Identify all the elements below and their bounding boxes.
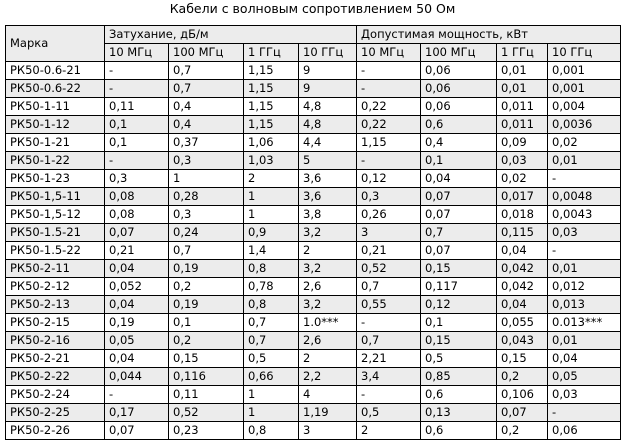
value-cell: - [105,62,169,80]
value-cell: 0,4 [169,98,244,116]
value-cell: 0,044 [105,368,169,386]
value-cell: 0,19 [169,260,244,278]
value-cell: 0,24 [169,224,244,242]
value-cell: 0,5 [244,350,299,368]
value-cell: 1,15 [244,80,299,98]
value-cell: 0,0043 [548,206,621,224]
value-cell: 0,04 [497,296,548,314]
value-cell: 0,3 [169,152,244,170]
cable-mark-cell: РК50-1,5-12 [6,206,105,224]
table-row [6,224,621,242]
table-row [6,332,621,350]
value-cell: 0,19 [105,314,169,332]
cable-mark-cell: РК50-1-11 [6,98,105,116]
value-cell: - [357,62,421,80]
value-cell: 0,04 [548,350,621,368]
value-cell: 1 [244,386,299,404]
value-cell: 0,37 [169,134,244,152]
header-freq: 10 МГц [357,44,421,62]
value-cell: 0,02 [497,170,548,188]
cable-mark-cell: РК50-1-23 [6,170,105,188]
value-cell: 0,09 [497,134,548,152]
value-cell: 0,2 [169,278,244,296]
table-row [6,188,621,206]
value-cell: 1,03 [244,152,299,170]
table-title: Кабели с волновым сопротивлением 50 Ом [169,1,456,16]
table-row [6,296,621,314]
value-cell: 0,17 [105,404,169,422]
cable-mark-cell: РК50-2-24 [6,386,105,404]
value-cell: 0,0048 [548,188,621,206]
value-cell: 0,04 [421,170,497,188]
value-cell: 0,4 [169,116,244,134]
value-cell: 0,4 [421,134,497,152]
value-cell: 0,06 [548,422,621,440]
value-cell: 3,6 [299,188,357,206]
value-cell: 0,7 [169,242,244,260]
value-cell: 0,2 [497,422,548,440]
cable-mark-cell: РК50-1.5-21 [6,224,105,242]
value-cell: 9 [299,62,357,80]
value-cell: 0,6 [421,386,497,404]
table-row [6,98,621,116]
value-cell: 0,01 [497,62,548,80]
header-freq: 100 МГц [169,44,244,62]
value-cell: 3,2 [299,224,357,242]
value-cell: 0,07 [497,404,548,422]
cable-mark-cell: РК50-1.5-22 [6,242,105,260]
value-cell: 0,15 [169,350,244,368]
cable-mark-cell: РК50-2-15 [6,314,105,332]
value-cell: 0,04 [105,260,169,278]
value-cell: 0,7 [244,332,299,350]
cable-mark-cell: РК50-2-11 [6,260,105,278]
value-cell: 0,04 [105,296,169,314]
value-cell: 0,1 [105,134,169,152]
value-cell: 1 [244,404,299,422]
value-cell: 0,07 [421,188,497,206]
cable-mark-cell: РК50-1-12 [6,116,105,134]
value-cell: 0.013*** [548,314,621,332]
table-row [6,368,621,386]
header-freq: 10 ГГц [299,44,357,62]
value-cell: 0,5 [421,350,497,368]
value-cell: 1,15 [244,116,299,134]
value-cell: 3,4 [357,368,421,386]
value-cell: 0,03 [548,224,621,242]
value-cell: 0,011 [497,116,548,134]
value-cell: 3,2 [299,260,357,278]
value-cell: 1 [169,170,244,188]
value-cell: 4,8 [299,98,357,116]
header-freq: 10 ГГц [548,44,621,62]
value-cell: 3 [299,422,357,440]
value-cell: 0,042 [497,278,548,296]
value-cell: 0,12 [357,170,421,188]
cable-mark-cell: РК50-1-22 [6,152,105,170]
value-cell: 0,15 [421,260,497,278]
table-row [6,404,621,422]
value-cell: - [105,386,169,404]
header-row-groups [6,26,621,44]
table-row [6,134,621,152]
header-freq: 1 ГГц [497,44,548,62]
value-cell: - [357,386,421,404]
value-cell: 0,23 [169,422,244,440]
value-cell: 0,03 [497,152,548,170]
value-cell: 2,2 [299,368,357,386]
value-cell: 0,7 [357,332,421,350]
value-cell: 0,03 [548,386,621,404]
value-cell: 0,013 [548,296,621,314]
value-cell: 0,21 [357,242,421,260]
table-row [6,314,621,332]
value-cell: 0,01 [548,152,621,170]
value-cell: 2,6 [299,278,357,296]
value-cell: 1,19 [299,404,357,422]
value-cell: 0,7 [244,314,299,332]
value-cell: 2 [244,170,299,188]
value-cell: 0,01 [497,80,548,98]
value-cell: 2,6 [299,332,357,350]
value-cell: 0,01 [548,260,621,278]
value-cell: 0,115 [497,224,548,242]
table-row [6,386,621,404]
value-cell: 5 [299,152,357,170]
value-cell: 0,8 [244,260,299,278]
value-cell: - [548,404,621,422]
cable-table [5,25,621,440]
value-cell: 3,6 [299,170,357,188]
value-cell: 0,19 [169,296,244,314]
value-cell: 1,15 [244,98,299,116]
value-cell: 4,8 [299,116,357,134]
table-row [6,422,621,440]
value-cell: 0,06 [421,80,497,98]
cable-mark-cell: РК50-2-12 [6,278,105,296]
value-cell: 1 [244,188,299,206]
value-cell: 0,15 [497,350,548,368]
value-cell: 0,6 [421,116,497,134]
value-cell: 0,02 [548,134,621,152]
value-cell: - [357,314,421,332]
table-row [6,350,621,368]
cable-mark-cell: РК50-1-21 [6,134,105,152]
value-cell: 0,106 [497,386,548,404]
table-row [6,152,621,170]
value-cell: 0,15 [421,332,497,350]
value-cell: 0,004 [548,98,621,116]
value-cell: - [548,242,621,260]
value-cell: 0,1 [105,116,169,134]
value-cell: 0,0036 [548,116,621,134]
value-cell: 0,13 [421,404,497,422]
value-cell: 0,001 [548,62,621,80]
value-cell: 0,3 [357,188,421,206]
value-cell: 0,9 [244,224,299,242]
value-cell: 0,5 [357,404,421,422]
value-cell: 0,55 [357,296,421,314]
cable-mark-cell: РК50-2-25 [6,404,105,422]
value-cell: 0,28 [169,188,244,206]
value-cell: 0,012 [548,278,621,296]
header-freq: 1 ГГц [244,44,299,62]
value-cell: 1,06 [244,134,299,152]
header-power: Допустимая мощность, кВт [357,26,621,44]
value-cell: 0,117 [421,278,497,296]
value-cell: 0,08 [105,188,169,206]
value-cell: 0,052 [105,278,169,296]
value-cell: 0,07 [105,422,169,440]
value-cell: 0,1 [169,314,244,332]
value-cell: 2 [299,242,357,260]
header-freq: 10 МГц [105,44,169,62]
value-cell: 2 [299,350,357,368]
cable-mark-cell: РК50-0.6-21 [6,62,105,80]
value-cell: 0,3 [169,206,244,224]
value-cell: 0,6 [421,422,497,440]
header-freq: 100 МГц [421,44,497,62]
table-row [6,170,621,188]
value-cell: 0,04 [497,242,548,260]
value-cell: 0,018 [497,206,548,224]
value-cell: 0,08 [105,206,169,224]
value-cell: 0,04 [105,350,169,368]
value-cell: 0,1 [421,152,497,170]
value-cell: 1,15 [244,62,299,80]
value-cell: 0,21 [105,242,169,260]
value-cell: 3 [357,224,421,242]
table-row [6,116,621,134]
value-cell: 0,22 [357,98,421,116]
value-cell: 1 [244,206,299,224]
table-row [6,206,621,224]
value-cell: 0,85 [421,368,497,386]
value-cell: 1,15 [357,134,421,152]
cable-mark-cell: РК50-2-16 [6,332,105,350]
value-cell: 0,011 [497,98,548,116]
value-cell: - [105,152,169,170]
value-cell: 0,11 [169,386,244,404]
value-cell: 2 [357,422,421,440]
table-row [6,62,621,80]
value-cell: 0,52 [169,404,244,422]
value-cell: 0,78 [244,278,299,296]
value-cell: 0,05 [105,332,169,350]
cable-mark-cell: РК50-2-21 [6,350,105,368]
value-cell: 0,52 [357,260,421,278]
value-cell: - [357,152,421,170]
value-cell: 0,042 [497,260,548,278]
value-cell: 1,4 [244,242,299,260]
value-cell: 0,3 [105,170,169,188]
value-cell: 0,1 [421,314,497,332]
value-cell: - [357,80,421,98]
value-cell: 0,66 [244,368,299,386]
value-cell: 0,043 [497,332,548,350]
value-cell: 0,22 [357,116,421,134]
cable-mark-cell: РК50-2-13 [6,296,105,314]
header-mark: Марка [6,26,105,62]
value-cell: 0,2 [497,368,548,386]
value-cell: 3,2 [299,296,357,314]
value-cell: 0,017 [497,188,548,206]
value-cell: 1.0*** [299,314,357,332]
value-cell: 0,07 [421,206,497,224]
table-row [6,260,621,278]
header-attenuation: Затухание, дБ/м [105,26,357,44]
value-cell: 0,26 [357,206,421,224]
cable-mark-cell: РК50-2-26 [6,422,105,440]
value-cell: 0,8 [244,422,299,440]
value-cell: 0,12 [421,296,497,314]
value-cell: 0,07 [105,224,169,242]
value-cell: 0,8 [244,296,299,314]
value-cell: 0,07 [421,242,497,260]
value-cell: 4 [299,386,357,404]
table-row [6,242,621,260]
value-cell: 0,7 [169,80,244,98]
value-cell: 0,06 [421,98,497,116]
value-cell: 0,055 [497,314,548,332]
value-cell: 0,2 [169,332,244,350]
value-cell: 0,7 [421,224,497,242]
value-cell: 9 [299,80,357,98]
value-cell: 0,7 [169,62,244,80]
value-cell: 0,01 [548,332,621,350]
value-cell: 3,8 [299,206,357,224]
table-row [6,278,621,296]
value-cell: 0,001 [548,80,621,98]
value-cell: 0,05 [548,368,621,386]
table-row [6,80,621,98]
value-cell: 0,7 [357,278,421,296]
cable-mark-cell: РК50-0.6-22 [6,80,105,98]
value-cell: 0,11 [105,98,169,116]
value-cell: 0,116 [169,368,244,386]
value-cell: - [105,80,169,98]
value-cell: - [548,170,621,188]
cable-mark-cell: РК50-2-22 [6,368,105,386]
cable-mark-cell: РК50-1,5-11 [6,188,105,206]
value-cell: 0,06 [421,62,497,80]
value-cell: 4,4 [299,134,357,152]
value-cell: 2,21 [357,350,421,368]
